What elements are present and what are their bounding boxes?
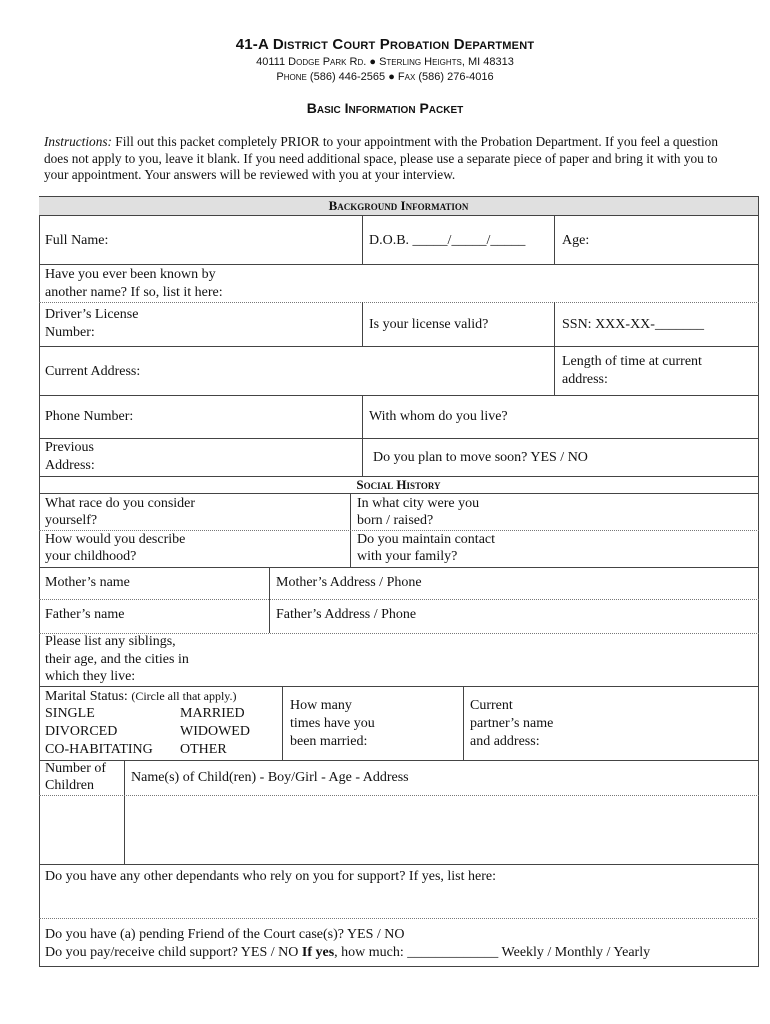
license-label-line1: Driver’s License: [45, 307, 139, 322]
father-name-label: Father’s name: [45, 607, 125, 622]
marital-status-label: Marital Status: (Circle all that apply.): [45, 689, 237, 704]
department-contact: Phone (586) 446-2565 ● Fax (586) 276-4016: [276, 71, 494, 83]
times-married-line1: How many: [290, 698, 352, 713]
race-label-line2: yourself?: [45, 513, 98, 528]
social-history-heading: Social History: [356, 477, 441, 492]
marital-option-divorced: DIVORCED: [45, 724, 118, 739]
background-heading: Background Information: [328, 198, 469, 213]
mother-name-label: Mother’s name: [45, 575, 130, 590]
current-address-label: Current Address:: [45, 364, 141, 379]
license-valid-label: Is your license valid?: [369, 317, 489, 332]
length-label-line2: address:: [562, 372, 608, 387]
father-address-label: Father’s Address / Phone: [276, 607, 417, 622]
children-names-label: Name(s) of Child(ren) - Boy/Girl - Age - Address: [131, 770, 409, 785]
children-count-line1: Number of: [45, 761, 107, 776]
length-label-line1: Length of time at current: [562, 354, 702, 369]
race-label-line1: What race do you consider: [45, 496, 196, 511]
department-title: 41-A District Court Probation Department: [235, 36, 535, 53]
childhood-label-line2: your childhood?: [45, 549, 137, 564]
partner-line2: partner’s name: [470, 716, 554, 731]
mother-address-label: Mother’s Address / Phone: [276, 575, 422, 590]
phone-label: Phone Number:: [45, 409, 134, 424]
age-label: Age:: [562, 233, 590, 248]
partner-line1: Current: [470, 698, 513, 713]
times-married-line3: been married:: [290, 734, 368, 749]
license-label-line2: Number:: [45, 325, 95, 340]
children-count-line2: Children: [45, 778, 94, 793]
live-with-label: With whom do you live?: [369, 409, 508, 424]
marital-option-married: MARRIED: [180, 706, 245, 721]
alias-label-line2: another name? If so, list it here:: [45, 285, 223, 300]
department-address: 40111 Dodge Park Rd. ● Sterling Heights, MI 48313: [256, 56, 514, 68]
full-name-label: Full Name:: [45, 233, 109, 248]
siblings-line1: Please list any siblings,: [45, 634, 176, 649]
move-soon-label: Do you plan to move soon? YES / NO: [373, 450, 588, 465]
dob-label: D.O.B. _____/_____/_____: [369, 233, 526, 248]
packet-title: Basic Information Packet: [306, 100, 464, 116]
friend-of-court-label: Do you have (a) pending Friend of the Court case(s)? YES / NO: [45, 927, 405, 942]
marital-option-cohabiting: CO-HABITATING: [45, 742, 153, 757]
instructions: Instructions: Fill out this packet completely PRIOR to your appointment with the Probation Department. If you feel a question does not apply to you, leave it blank. If you need additional space, please use a separate piece of paper and bring it with you to your appointment. Your answers will be reviewed with you at your interview.: [44, 134, 718, 182]
childhood-label-line1: How would you describe: [45, 532, 186, 547]
child-support-label: Do you pay/receive child support? YES / NO If yes, how much: _____________ Weekly / Monthly / Yearly: [45, 945, 651, 960]
previous-address-line2: Address:: [45, 458, 95, 473]
previous-address-line1: Previous: [45, 440, 94, 455]
marital-option-widowed: WIDOWED: [180, 724, 250, 739]
family-contact-line2: with your family?: [357, 549, 458, 564]
alias-label-line1: Have you ever been known by: [45, 267, 216, 282]
siblings-line2: their age, and the cities in: [45, 652, 189, 667]
ssn-label: SSN: XXX-XX-_______: [562, 317, 704, 332]
birth-city-line1: In what city were you: [357, 496, 480, 511]
partner-line3: and address:: [470, 734, 540, 749]
marital-option-single: SINGLE: [45, 706, 95, 721]
times-married-line2: times have you: [290, 716, 375, 731]
birth-city-line2: born / raised?: [357, 513, 434, 528]
dependants-label: Do you have any other dependants who rely on you for support? If yes, list here:: [45, 869, 496, 884]
siblings-line3: which they live:: [45, 669, 136, 684]
marital-option-other: OTHER: [180, 742, 227, 757]
family-contact-line1: Do you maintain contact: [357, 532, 496, 547]
